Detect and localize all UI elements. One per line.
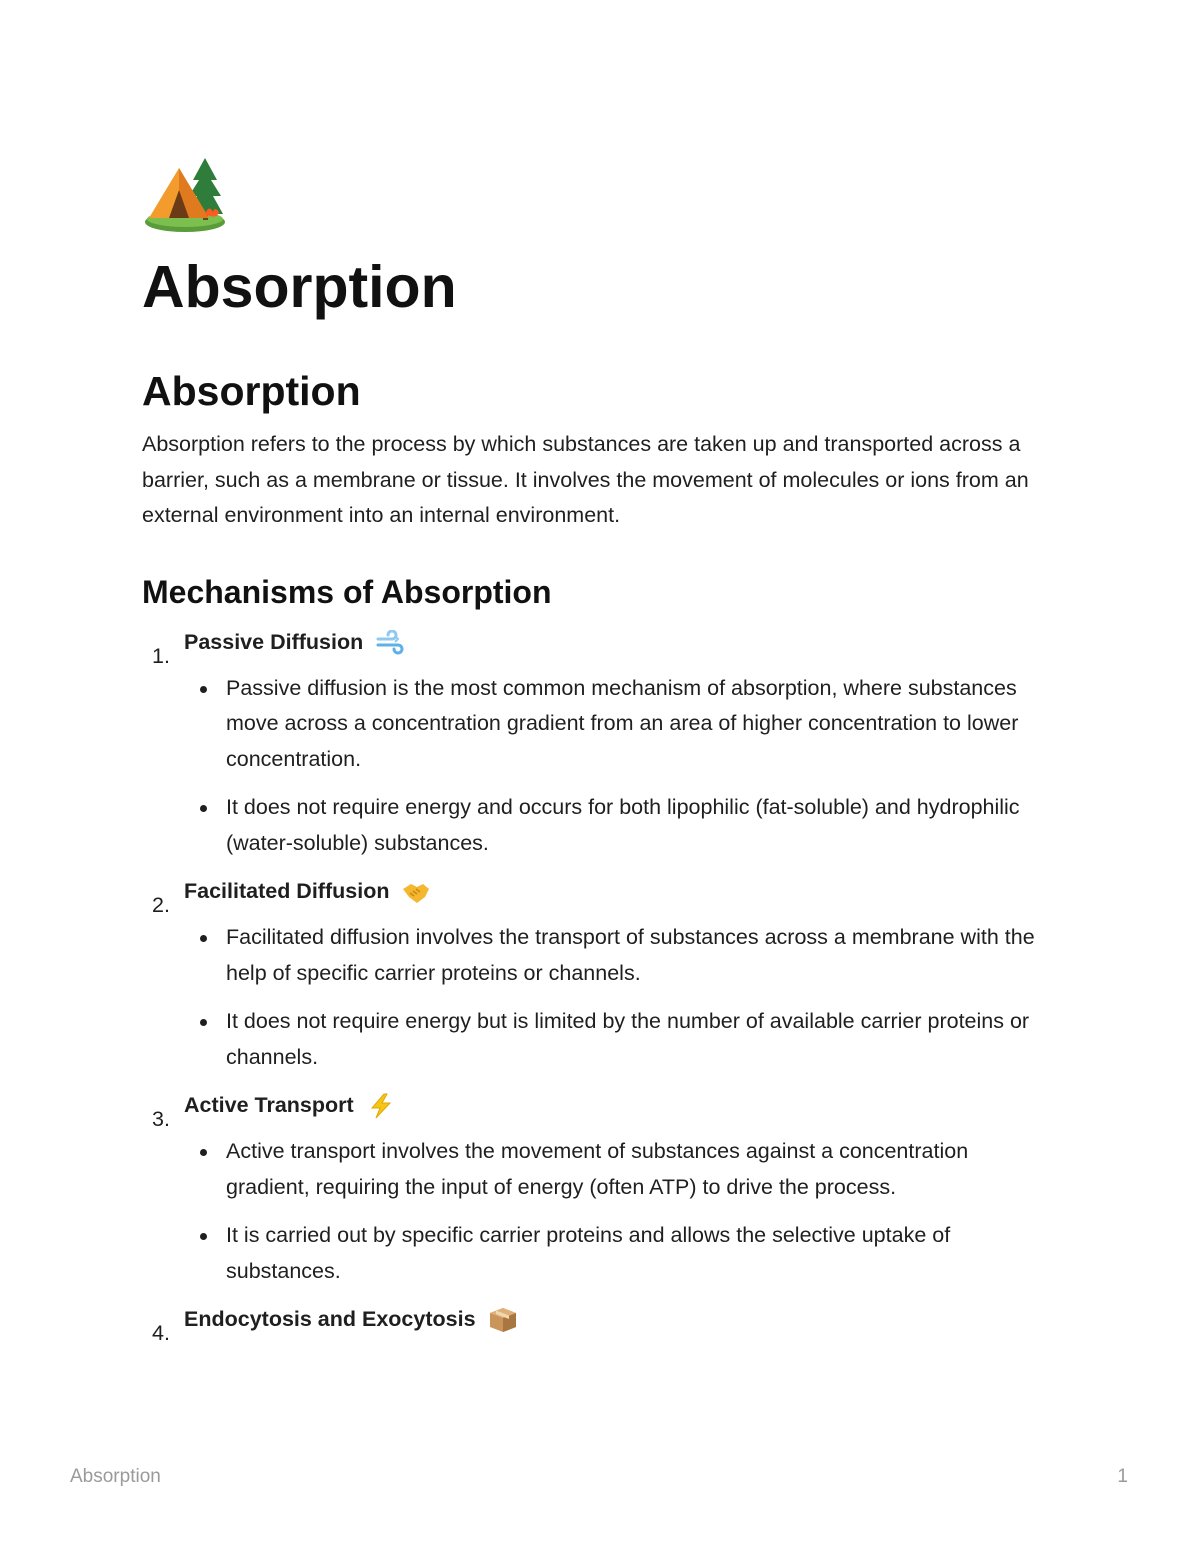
page-number: 1	[1117, 1466, 1128, 1487]
lightning-icon	[366, 1093, 396, 1119]
list-item: It does not require energy but is limited by the number of available carrier proteins or channels.	[184, 1004, 1057, 1075]
list-item: Facilitated diffusion involves the transport of substances across a membrane with the help of specific carrier proteins or channels.	[184, 920, 1057, 991]
mechanism-item	[142, 626, 1057, 862]
mechanism-bullets	[184, 920, 1057, 1075]
footer-title: Absorption	[70, 1466, 161, 1487]
mechanism-title: Passive Diffusion	[184, 629, 364, 654]
camping-tent-icon	[143, 156, 229, 236]
intro-paragraph: Absorption refers to the process by which substances are taken up and transported across a barrier, such as a membrane or tissue. It involves the movement of molecules or ions from an external environment into an internal environment.	[142, 432, 1029, 527]
list-number: 3.	[152, 1107, 170, 1131]
mechanism-title-row	[184, 1303, 1057, 1335]
mechanism-bullets	[184, 671, 1057, 862]
list-number: 1.	[152, 643, 170, 668]
list-item: It does not require energy and occurs for both lipophilic (fat-soluble) and hydrophilic (water-soluble) substances.	[184, 790, 1057, 861]
page-title: Absorption	[142, 254, 457, 320]
mechanism-item	[142, 875, 1057, 1075]
mechanism-title: Active Transport	[184, 1093, 354, 1117]
section-heading: Absorption	[142, 368, 361, 414]
mechanism-item	[142, 1089, 1057, 1289]
package-icon	[488, 1307, 518, 1333]
list-number: 2.	[152, 893, 170, 917]
mechanism-title: Endocytosis and Exocytosis	[184, 1307, 476, 1331]
dash-wind-icon	[375, 630, 405, 656]
list-item: Active transport involves the movement of substances against a concentration gradient, requiring the input of energy (often ATP) to drive the process.	[184, 1134, 1057, 1205]
page-content	[142, 365, 1057, 1345]
mechanism-title: Facilitated Diffusion	[184, 879, 390, 903]
mechanism-bullets	[184, 1134, 1057, 1289]
mechanism-title-row	[184, 1089, 1057, 1121]
mechanism-title-row	[184, 875, 1057, 907]
mechanisms-heading: Mechanisms of Absorption	[142, 573, 552, 610]
list-item: It is carried out by specific carrier proteins and allows the selective uptake of substances.	[184, 1218, 1057, 1289]
list-item: Passive diffusion is the most common mechanism of absorption, where substances move across a concentration gradient from an area of higher concentration to lower concentration.	[184, 671, 1057, 778]
mechanism-title-row	[184, 626, 1057, 658]
list-number: 4.	[152, 1321, 170, 1345]
handshake-icon	[401, 879, 431, 905]
mechanism-item	[142, 1303, 1057, 1345]
mechanisms-list	[142, 626, 1057, 1345]
